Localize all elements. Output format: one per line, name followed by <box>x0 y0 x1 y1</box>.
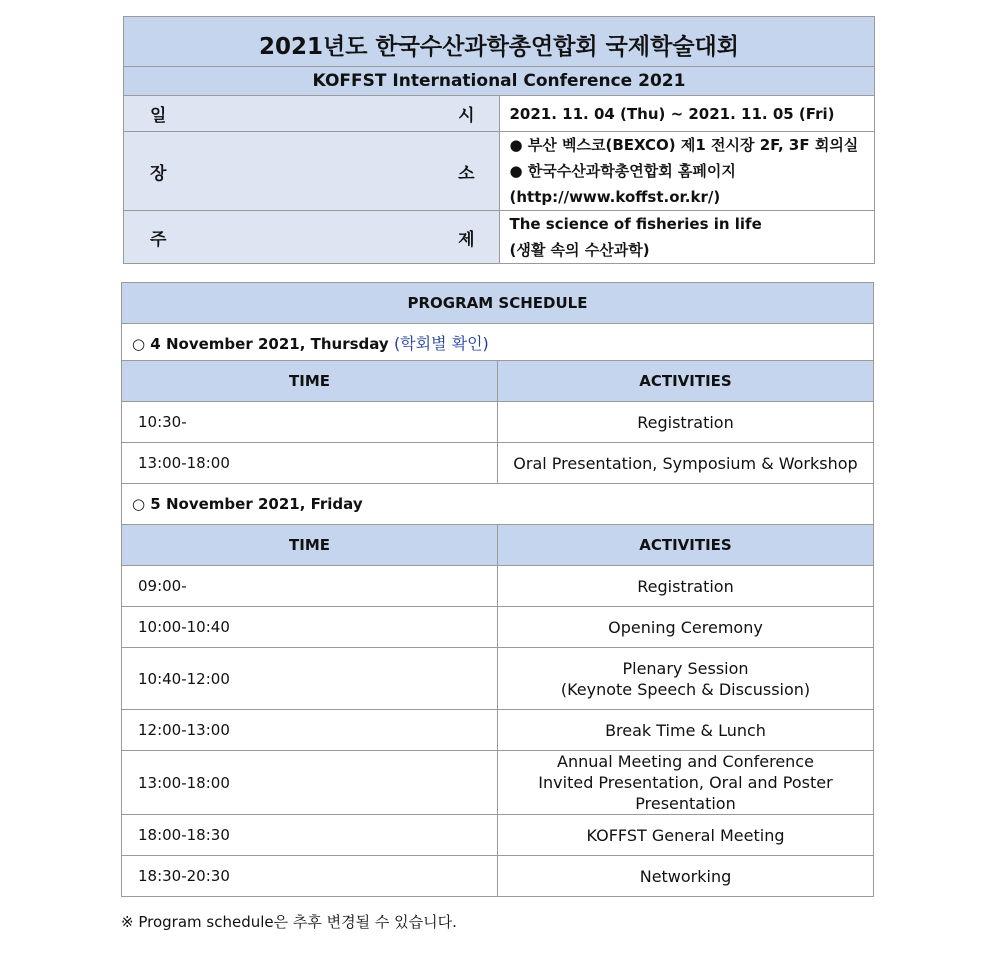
time-cell: 09:00- <box>122 566 498 607</box>
theme-value <box>499 211 875 264</box>
table-row <box>122 566 874 607</box>
table-row <box>122 751 874 815</box>
day2-heading: ○ 5 November 2021, Friday <box>122 484 874 525</box>
col-time-header: TIME <box>122 361 498 402</box>
activity-line-2: Invited Presentation, Oral and Poster Presentation <box>538 773 833 813</box>
date-label-b: 시 <box>458 106 475 126</box>
activity-line-1: Plenary Session <box>622 658 749 678</box>
time-cell: 18:00-18:30 <box>122 815 498 856</box>
title-korean: 2021년도 한국수산과학총연합회 국제학술대회 <box>124 17 875 67</box>
activity-cell: Registration <box>498 402 874 443</box>
time-cell: 13:00-18:00 <box>122 751 498 815</box>
table-row <box>122 443 874 484</box>
theme-label-b: 제 <box>458 229 475 250</box>
program-schedule-table <box>121 282 874 897</box>
activity-line-2: (Keynote Speech & Discussion) <box>560 679 811 699</box>
theme-line-1: The science of fisheries in life <box>509 215 762 233</box>
col-activities-header: ACTIVITIES <box>498 525 874 566</box>
day1-note: (학회별 확인) <box>393 333 489 353</box>
activity-cell: Oral Presentation, Symposium & Workshop <box>498 443 874 484</box>
place-line-2: ● 한국수산과학총연합회 홈페이지 (http://www.koffst.or.kr/) <box>509 162 736 206</box>
table-row <box>122 607 874 648</box>
place-label-a: 장 <box>150 163 167 184</box>
table-row <box>122 856 874 897</box>
col-activities-header: ACTIVITIES <box>498 361 874 402</box>
activity-cell <box>498 648 874 710</box>
place-value <box>499 132 875 211</box>
time-cell: 10:40-12:00 <box>122 648 498 710</box>
date-label-a: 일 <box>150 106 167 126</box>
conference-info-table <box>123 16 875 264</box>
title-english: KOFFST International Conference 2021 <box>124 67 875 96</box>
day1-label: ○ 4 November 2021, Thursday <box>132 334 389 353</box>
col-time-header: TIME <box>122 525 498 566</box>
activity-cell: Networking <box>498 856 874 897</box>
time-cell: 10:00-10:40 <box>122 607 498 648</box>
time-cell: 18:30-20:30 <box>122 856 498 897</box>
schedule-footnote: ※ Program schedule은 추후 변경될 수 있습니다. <box>121 913 457 931</box>
schedule-title: PROGRAM SCHEDULE <box>122 283 874 324</box>
activity-cell <box>498 751 874 815</box>
place-line-1: ● 부산 벡스코(BEXCO) 제1 전시장 2F, 3F 회의실 <box>509 136 859 154</box>
theme-line-2: (생활 속의 수산과학) <box>509 241 650 259</box>
activity-cell: Break Time & Lunch <box>498 710 874 751</box>
place-label <box>124 132 500 211</box>
activity-line-1: Annual Meeting and Conference <box>557 752 814 771</box>
time-cell: 10:30- <box>122 402 498 443</box>
date-value: 2021. 11. 04 (Thu) ~ 2021. 11. 05 (Fri) <box>499 96 875 132</box>
table-row <box>122 815 874 856</box>
day1-heading <box>122 324 874 361</box>
table-row <box>122 648 874 710</box>
activity-cell: KOFFST General Meeting <box>498 815 874 856</box>
date-label <box>124 96 500 132</box>
theme-label <box>124 211 500 264</box>
table-row <box>122 402 874 443</box>
time-cell: 12:00-13:00 <box>122 710 498 751</box>
activity-cell: Opening Ceremony <box>498 607 874 648</box>
table-row <box>122 710 874 751</box>
theme-label-a: 주 <box>150 229 167 250</box>
place-label-b: 소 <box>458 163 475 184</box>
activity-cell: Registration <box>498 566 874 607</box>
time-cell: 13:00-18:00 <box>122 443 498 484</box>
